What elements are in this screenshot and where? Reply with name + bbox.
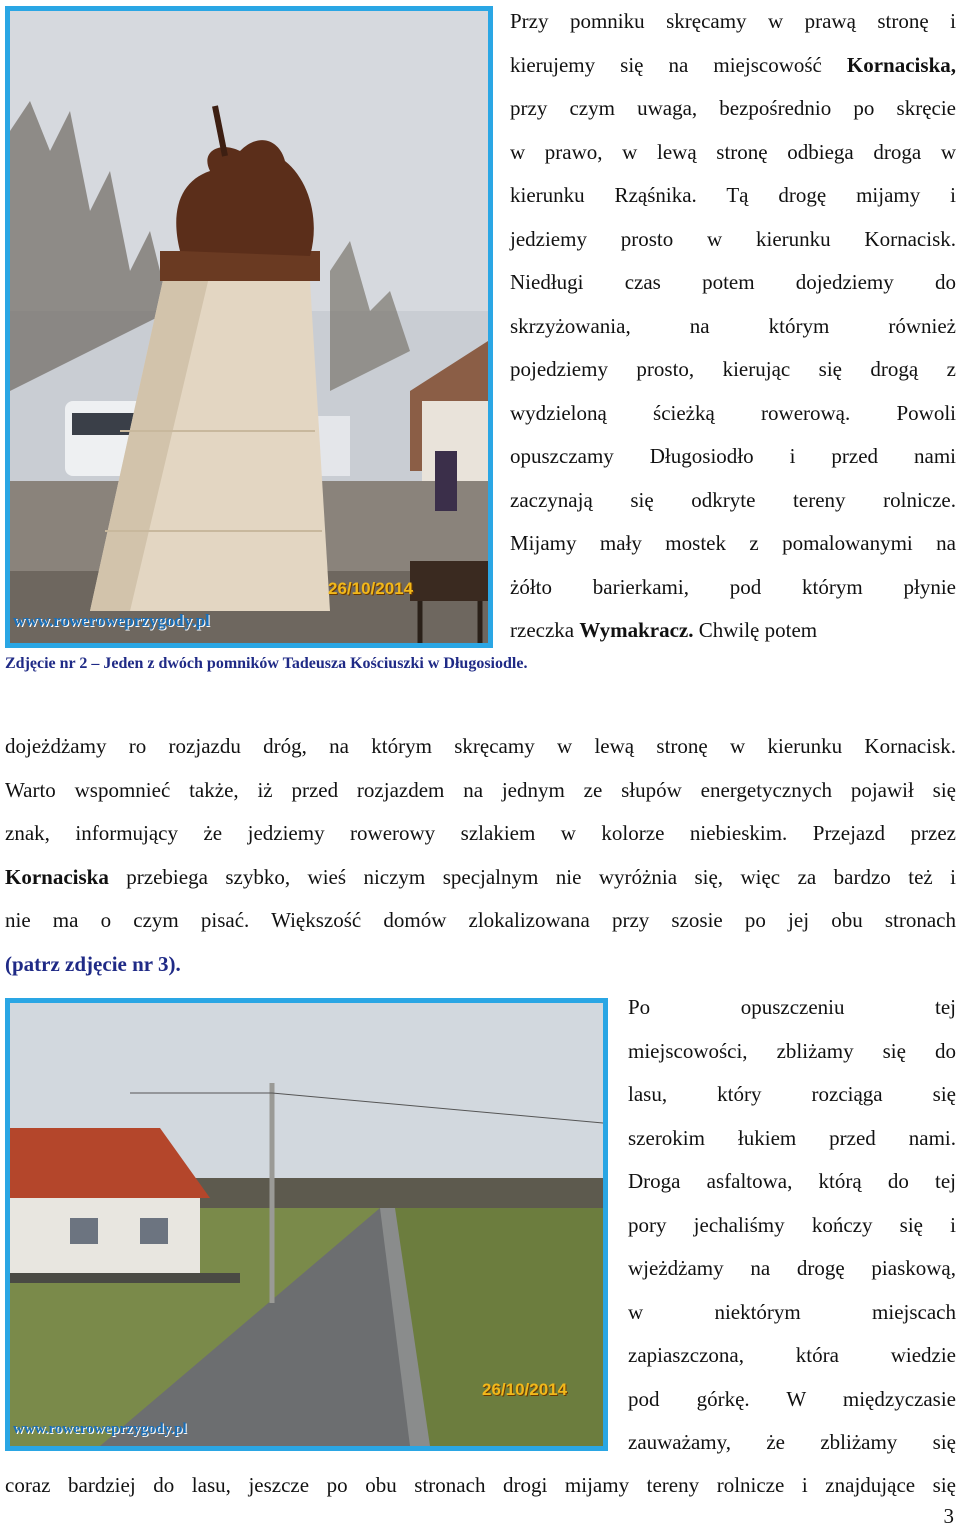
photo-reference: (patrz zdjęcie nr 3). bbox=[5, 951, 181, 976]
text-line: pory jechaliśmy kończy się i bbox=[628, 1212, 956, 1237]
text-line: miejscowości, zbliżamy się do bbox=[628, 1038, 956, 1063]
text-line: wjeżdżamy na drogę piaskową, bbox=[628, 1256, 956, 1280]
text-line: pojedziemy prosto, kierując się drogą z bbox=[510, 357, 956, 381]
text-line: zauważamy, że zbliżamy się bbox=[628, 1430, 956, 1454]
text-line: Po opuszczeniu tej bbox=[628, 995, 956, 1019]
photo-watermark-url: www.rowerowеprzygody.pl bbox=[13, 611, 210, 630]
photo-date-stamp: 26/10/2014 bbox=[328, 579, 414, 598]
text-line: w niektórym miejscach bbox=[628, 1299, 956, 1324]
photo-date-stamp: 26/10/2014 bbox=[482, 1380, 568, 1399]
text-line: jedziemy prosto w kierunku Kornacisk. bbox=[510, 226, 956, 251]
text-line: kierunku Rząśnika. Tą drogę mijamy i bbox=[510, 183, 956, 207]
photo-caption: Zdjęcie nr 2 – Jeden z dwóch pomników Tadeusza Kościuszki w Długosiodle. bbox=[5, 655, 528, 672]
monument-photo bbox=[5, 6, 493, 648]
text-line: znak, informujący że jedziemy rowerowy szlakiem w kolorze niebieskim. Przejazd przez bbox=[5, 821, 956, 845]
page-number: 3 bbox=[943, 1504, 954, 1528]
right-column-text-1 bbox=[510, 0, 956, 653]
text-line: zaczynają się odkryte tereny rolnicze. bbox=[510, 487, 956, 512]
monument-photo-image bbox=[10, 11, 488, 643]
caption-text: Jeden z dwóch pomników Tadeusza Kościuszki w Długosiodle. bbox=[103, 655, 528, 672]
village-road-photo bbox=[5, 998, 608, 1451]
text-line: Kornaciska przebiega szybko, wieś niczym specjalnym nie wyróżnia się, więc za bardzo też i bbox=[5, 864, 956, 889]
text-line: nie ma o czym pisać. Większość domów zlokalizowana przy szosie po jej obu stronach bbox=[5, 908, 956, 932]
text-line: Droga asfaltowa, którą do tej bbox=[628, 1169, 956, 1193]
text-line: lasu, który rozciąga się bbox=[628, 1082, 956, 1106]
full-width-text-2 bbox=[5, 1464, 956, 1508]
text-line: pod górkę. W międzyczasie bbox=[628, 1386, 956, 1411]
text-line: rzeczka Wymakracz. Chwilę potem bbox=[510, 618, 818, 642]
photo-watermark-url: www.rowerowеprzygody.pl bbox=[13, 1421, 187, 1437]
text-line: żółto barierkami, pod którym płynie bbox=[510, 574, 956, 599]
text-line: w prawo, w lewą stronę odbiega droga w bbox=[510, 139, 956, 164]
text-line: Niedługi czas potem dojedziemy do bbox=[510, 270, 956, 294]
text-line: przy czym uwaga, bezpośrednio po skręcie bbox=[510, 96, 956, 120]
text-line: coraz bardziej do lasu, jeszcze po obu stronach drogi mijamy tereny rolnicze i znajdujące się bbox=[5, 1473, 956, 1497]
text-line: Przy pomniku skręcamy w prawą stronę i bbox=[510, 9, 956, 33]
text-line: Warto wspomnieć także, iż przed rozjazdem na jednym ze słupów energetycznych pojawił się bbox=[5, 777, 956, 802]
full-width-text-1 bbox=[5, 725, 956, 986]
caption-label: Zdjęcie nr 2 bbox=[5, 655, 88, 672]
text-line: szerokim łukiem przed nami. bbox=[628, 1125, 956, 1150]
text-line: dojeżdżamy ro rozjazdu dróg, na którym skręcamy w lewą stronę w kierunku Kornacisk. bbox=[5, 734, 956, 758]
text-line: kierujemy się na miejscowość Kornaciska, bbox=[510, 52, 956, 77]
text-line: opuszczamy Długosiodło i przed nami bbox=[510, 444, 956, 468]
text-line: wydzieloną ścieżką rowerową. Powoli bbox=[510, 400, 956, 425]
text-line: Mijamy mały mostek z pomalowanymi na bbox=[510, 531, 956, 555]
text-line: zapiaszczona, która wiedzie bbox=[628, 1343, 956, 1367]
right-column-text-2 bbox=[628, 986, 956, 1465]
text-line: skrzyżowania, na którym również bbox=[510, 313, 956, 338]
